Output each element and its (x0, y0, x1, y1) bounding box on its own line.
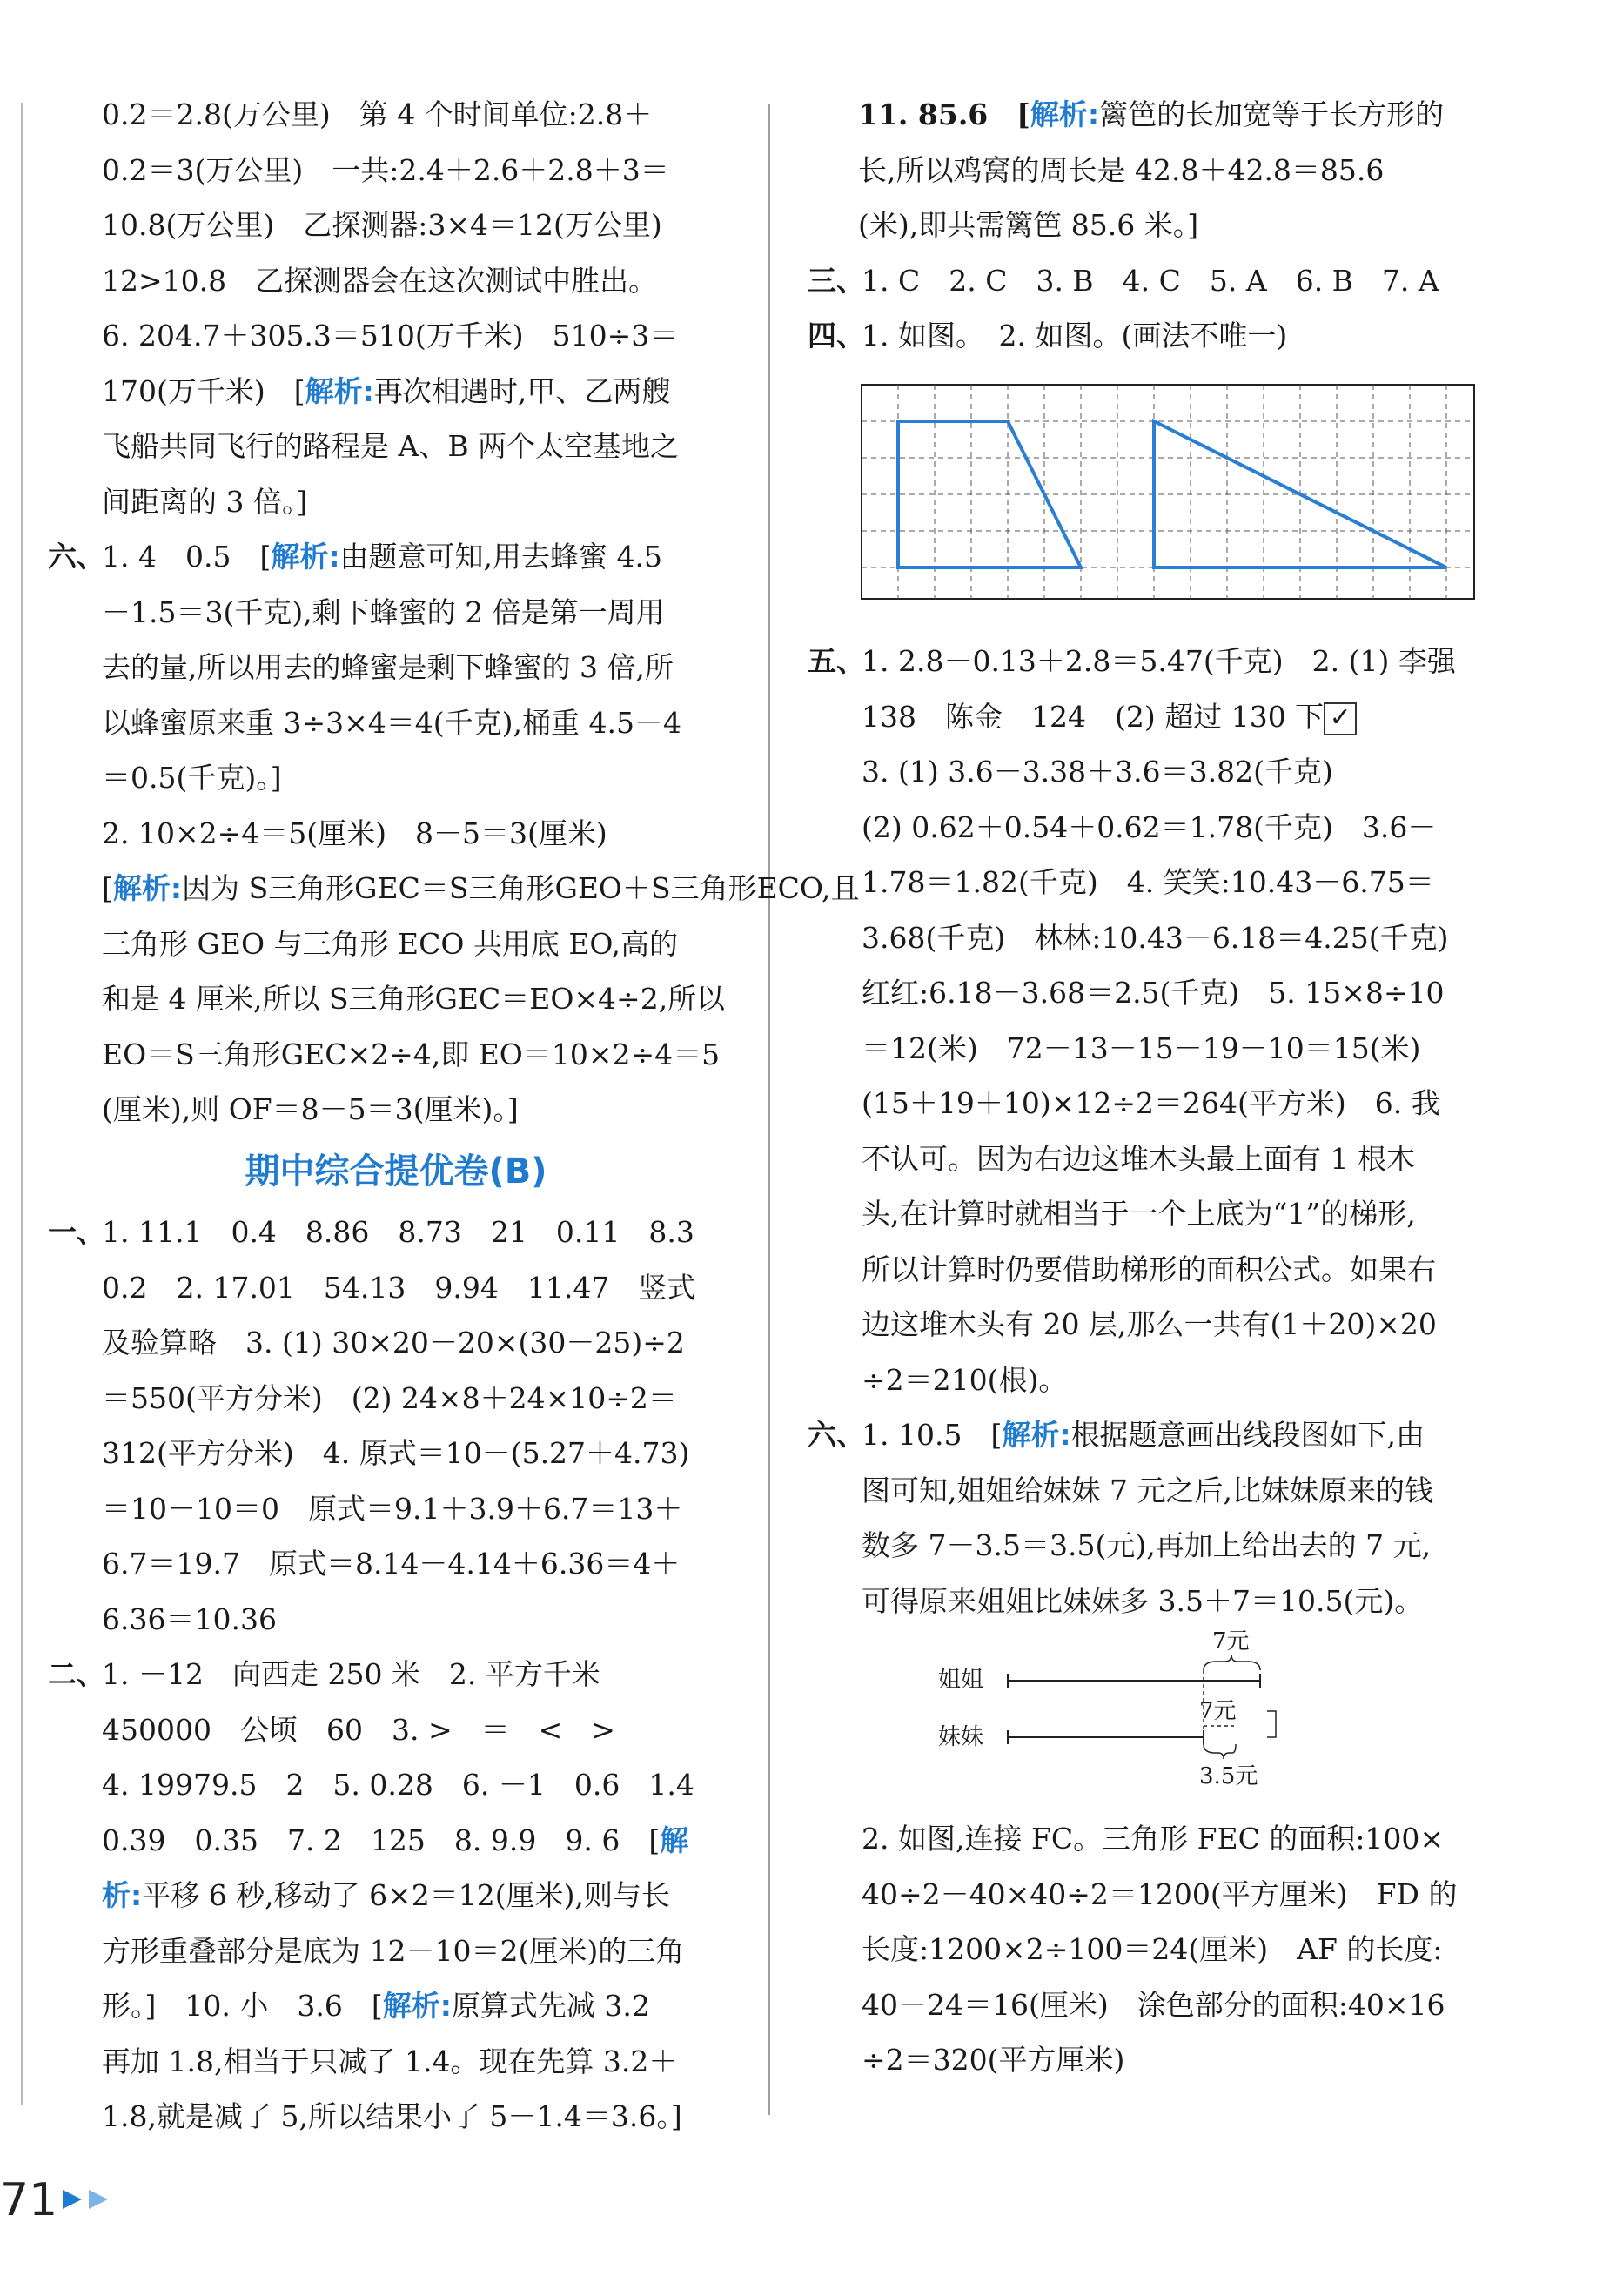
text-line: 三角形 GEO 与三角形 ECO 共用底 EO,高的 (102, 926, 679, 961)
text-line: 11. 85.6 [解析:篱笆的长加宽等于长方形的 (858, 97, 1445, 131)
text-line: 可得原来姐姐比妹妹多 3.5＋7＝10.5(元)。 (862, 1583, 1424, 1618)
left-margin-rule (21, 103, 23, 2105)
section-five (808, 634, 1504, 1407)
section-one (48, 1205, 744, 1647)
segment-amount-top: 7元 (1212, 1628, 1250, 1655)
analysis-tag: 解析: (271, 540, 340, 574)
section-label: 五、 (808, 644, 865, 678)
segment-lines (938, 1628, 1356, 1803)
text-line: 40÷2－40×40÷2＝1200(平方厘米) FD 的 (862, 1876, 1458, 1911)
text-line: ＝12(米) 72－13－15－19－10＝15(米) (862, 1031, 1421, 1065)
analysis-tag: 析: (102, 1878, 143, 1912)
text-line: (2) 0.62＋0.54＋0.62＝1.78(千克) 3.6－ (862, 809, 1437, 844)
text-line: 1.78＝1.82(千克) 4. 笑笑:10.43－6.75＝ (862, 865, 1434, 899)
column-divider (768, 104, 770, 2115)
analysis-tag: 解 (660, 1823, 689, 1857)
text-line: 形。] 10. 小 3.6 [解析:原算式先减 3.2 (102, 1989, 650, 2023)
text-line: ÷2＝320(平方厘米) (862, 2043, 1125, 2077)
q11-block (808, 87, 1504, 253)
text-line: 3. (1) 3.6－3.38＋3.6＝3.82(千克) (862, 755, 1333, 789)
text-line: ＝0.5(千克)。] (102, 761, 282, 795)
text-line: 3.68(千克) 林林:10.43－6.18＝4.25(千克) (862, 920, 1449, 955)
text-line: 12>10.8 乙探测器会在这次测试中胜出。 (102, 263, 658, 298)
segment-label-younger: 妹妹 (938, 1724, 984, 1750)
left-column (48, 87, 860, 2145)
text-line: 再加 1.8,相当于只减了 1.4。现在先算 3.2＋ (102, 2044, 678, 2078)
text-line: 一、1. 11.1 0.4 8.86 8.73 21 0.11 8.3 (48, 1205, 744, 1260)
text-line: 图可知,姐姐给妹妹 7 元之后,比妹妹原来的钱 (862, 1473, 1433, 1507)
text-line: 6.36＝10.36 (102, 1601, 277, 1636)
text-line: 二、1. －12 向西走 250 米 2. 平方千米 (48, 1647, 744, 1702)
text-line: 2. 如图,连接 FC。三角形 FEC 的面积:100× (862, 1822, 1445, 1856)
text-line: 450000 公顷 60 3. > ＝ < > (102, 1712, 615, 1747)
text-line: EO＝S三角形GEC×2÷4,即 EO＝10×2÷4＝5 (102, 1037, 721, 1071)
text-line: 六、1. 4 0.5 [解析:由题意可知,用去蜂蜜 4.5 (48, 529, 744, 585)
text-line: 2. 10×2÷4＝5(厘米) 8－5＝3(厘米) (102, 816, 607, 850)
text-line: (厘米),则 OF＝8－5＝3(厘米)。] (102, 1092, 519, 1126)
analysis-tag: 解析: (382, 1989, 452, 2023)
page-number: 71 (0, 2174, 58, 2226)
text-line: 1.8,就是减了 5,所以结果小了 5－1.4＝3.6。] (102, 2099, 682, 2133)
text-line: 312(平方分米) 4. 原式＝10－(5.27＋4.73) (102, 1436, 690, 1470)
text-line: [解析:因为 S三角形GEC＝S三角形GEO＋S三角形ECO,且 (102, 871, 860, 905)
segment-amount-mid: 7元 (1199, 1698, 1237, 1724)
segment-label-sister: 姐姐 (938, 1667, 984, 1693)
section-six-right (808, 1407, 1504, 2088)
section-label: 二、 (48, 1657, 105, 1691)
analysis-tag: 解析: (1030, 97, 1100, 131)
section-six (48, 529, 860, 1138)
section-three: 三、1. C 2. C 3. B 4. C 5. A 6. B 7. A (808, 253, 1504, 309)
text-line: 边这堆木头有 20 层,那么一共有(1＋20)×20 (862, 1307, 1437, 1341)
answer-block-continued (48, 87, 744, 529)
text-line: －1.5＝3(千克),剩下蜂蜜的 2 倍是第一周用 (102, 594, 665, 629)
text-line: 及验算略 3. (1) 30×20－20×(30－25)÷2 (102, 1326, 685, 1359)
text-line: 6. 204.7＋305.3＝510(万千米) 510÷3＝ (102, 319, 679, 352)
text-line: ＝10－10＝0 原式＝9.1＋3.9＋6.7＝13＋ (102, 1491, 683, 1526)
analysis-tag: 解析: (112, 871, 183, 905)
grid-figure (860, 383, 1504, 619)
text-line: 138 陈金 124 (2) 超过 130 下 ✓ (862, 689, 1504, 745)
segment-amount-bottom: 3.5元 (1199, 1763, 1258, 1789)
page-arrows-icon (61, 2186, 122, 2212)
text-line: 0.2 2. 17.01 54.13 9.94 11.47 竖式 (102, 1270, 696, 1305)
section-title: 期中综合提优卷(B) (245, 1151, 547, 1192)
section-label: 四、 (808, 319, 865, 352)
text-line: 析:平移 6 秒,移动了 6×2＝12(厘米),则与长 (102, 1878, 671, 1912)
section-four: 四、1. 如图。 2. 如图。(画法不唯一) (808, 308, 1504, 364)
text-line: 长度:1200×2÷100＝24(厘米) AF 的长度: (862, 1932, 1443, 1966)
text-line: 10.8(万公里) 乙探测器:3×4＝12(万公里) (102, 208, 662, 242)
text-line: 和是 4 厘米,所以 S三角形GEC＝EO×4÷2,所以 (102, 982, 726, 1016)
text-line: 所以计算时仍要借助梯形的面积公式。如果右 (862, 1252, 1436, 1286)
grid-drawing (860, 383, 1478, 601)
text-line: 以蜂蜜原来重 3÷3×4＝4(千克),桶重 4.5－4 (102, 705, 681, 740)
text-line: 4. 19979.5 2 5. 0.28 6. －1 0.6 1.4 (102, 1768, 694, 1802)
text-line: 6.7＝19.7 原式＝8.14－4.14＋6.36＝4＋ (102, 1547, 681, 1581)
text-line: ＝550(平方分米) (2) 24×8＋24×10÷2＝ (102, 1380, 677, 1415)
analysis-tag: 解析: (1002, 1418, 1071, 1452)
text-line: 红红:6.18－3.68＝2.5(千克) 5. 15×8÷10 (862, 976, 1445, 1010)
text-line: 头,在计算时就相当于一个上底为“1”的梯形, (862, 1197, 1416, 1231)
text-line: 去的量,所以用去的蜂蜜是剩下蜂蜜的 3 倍,所 (102, 650, 674, 684)
section-label: 六、 (808, 1418, 865, 1452)
text-line: 40－24＝16(厘米) 涂色部分的面积:40×16 (862, 1987, 1445, 2022)
text-line: 0.39 0.35 7. 2 125 8. 9.9 9. 6 [解 (102, 1823, 689, 1857)
text-line: 不认可。因为右边这堆木头最上面有 1 根木 (862, 1141, 1415, 1176)
text-line: 五、1. 2.8－0.13＋2.8＝5.47(千克) 2. (1) 李强 (808, 634, 1504, 689)
text-line: 飞船共同飞行的路程是 A、B 两个太空基地之 (102, 429, 680, 463)
text-line: (米),即共需篱笆 85.6 米。] (858, 208, 1199, 242)
section-label: 六、 (48, 540, 105, 574)
text-line: 六、1. 10.5 [解析:根据题意画出线段图如下,由 (808, 1407, 1504, 1463)
text-line: 数多 7－3.5＝3.5(元),再加上给出去的 7 元, (862, 1528, 1432, 1562)
text-line: 0.2＝2.8(万公里) 第 4 个时间单位:2.8＋ (102, 97, 653, 131)
section-label: 一、 (48, 1215, 105, 1249)
text-line: 170(万千米) [解析:再次相遇时,甲、乙两艘 (102, 373, 671, 408)
text-line: 长,所以鸡窝的周长是 42.8＋42.8＝85.6 (858, 152, 1385, 187)
right-column (808, 87, 1504, 2088)
section-two (48, 1647, 744, 2145)
section-label: 三、 (808, 263, 865, 298)
text-line: 0.2＝3(万公里) 一共:2.4＋2.6＋2.8＋3＝ (102, 152, 669, 187)
text-line: ÷2＝210(根)。 (862, 1362, 1068, 1397)
text-line: 方形重叠部分是底为 12－10＝2(厘米)的三角 (102, 1933, 685, 1968)
text-line: 间距离的 3 倍。] (102, 484, 308, 519)
check-mark-box: ✓ (1324, 702, 1357, 735)
analysis-tag: 解析: (305, 373, 374, 408)
text-line: (15＋19＋10)×12÷2＝264(平方米) 6. 我 (862, 1086, 1440, 1120)
segment-diagram (938, 1628, 1504, 1811)
